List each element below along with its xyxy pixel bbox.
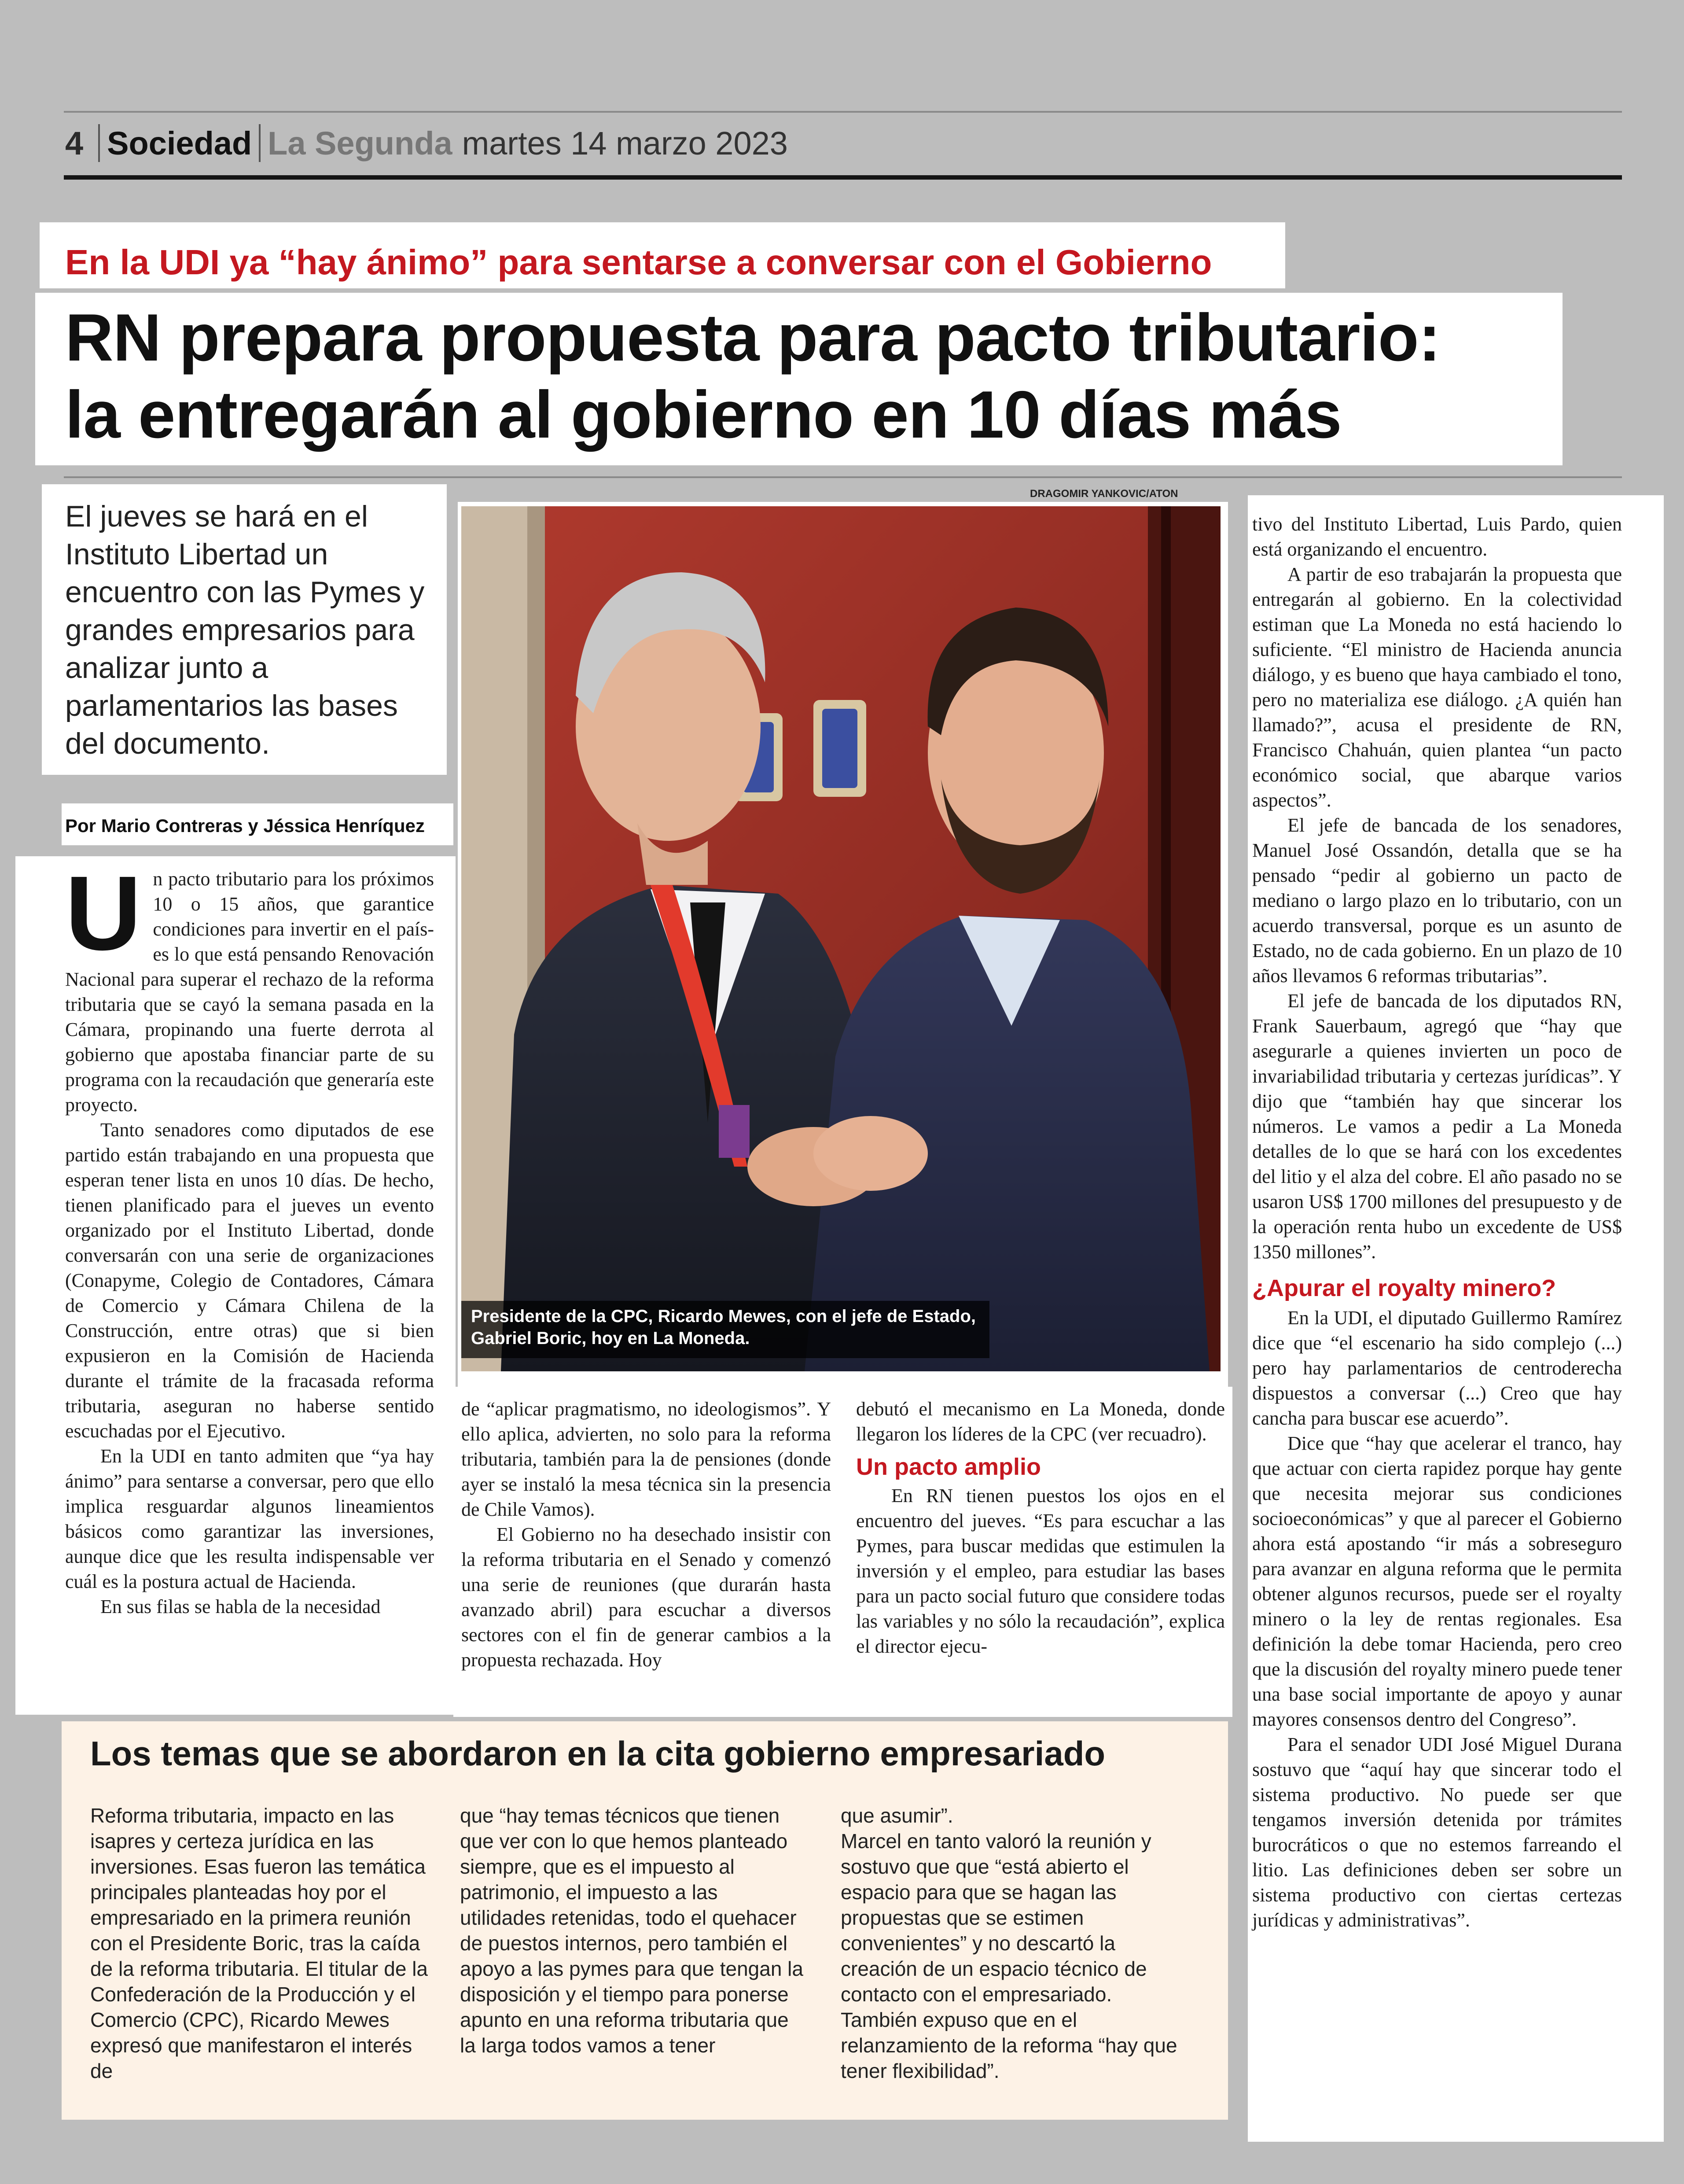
paragraph: En sus filas se habla de la necesidad: [100, 1596, 381, 1617]
paragraph: Tanto senadores como diputados de ese partido están trabajando en una propuesta que esperan tener lista en unos 10 días. De hecho, tienen planificado para el jueves un evento organizado por el Instituto Libertad, donde conversarán con una serie de organizaciones (Conapyme, Colegio de Contadores, Cámara de Comercio y Cámara Chilena de la Construcción, entre otras) que si bien expusieron en la Comisión de Hacienda durante el trámite de la fracasada reforma tributaria, aseguran no haberse sentido escuchadas por el Ejecutivo.: [65, 1119, 434, 1442]
box-paragraph: Reforma tributaria, impacto en las isapres y certeza jurídica en las inversiones. Esas fueron las temática principales planteadas hoy por el empresariado en la primera reunión con el Presidente Boric, tras la caída de la reforma tributaria. El titular de la Confederación de la Producción y el Comercio (CPC), Ricardo Mewes expresó que manifestaron el interés de: [90, 1804, 428, 2082]
sidebar-box-column-3: [841, 1803, 1184, 2084]
paragraph: Para el senador UDI José Miguel Durana sostuvo que “aquí hay que sincerar todo el sistema productivo. No puede ser que tengamos inversión detenida por trámites burocráticos o que no estemos farreando el litio. Las definiciones deben ser sobre un sistema productivo con ciertas certezas jurídicas y administrativas”.: [1252, 1734, 1622, 1931]
section-name: Sociedad: [107, 125, 252, 162]
paragraph: tivo del Instituto Libertad, Luis Pardo, quien está organizando el encuentro.: [1252, 513, 1622, 560]
kicker: En la UDI ya “hay ánimo” para sentarse a conversar con el Gobierno: [65, 243, 1212, 282]
paragraph: de “aplicar pragmatismo, no ideologismos”. Y ello aplica, advierten, no solo para la reforma tributaria, también para la de pensiones (donde ayer se instaló la mesa técnica sin la presencia de Chile Vamos).: [461, 1398, 831, 1520]
photo-illustration: [461, 506, 1221, 1371]
article-column-2: [461, 1396, 831, 1672]
header-rule-top: [64, 111, 1622, 113]
subheading: Un pacto amplio: [856, 1454, 1041, 1480]
header-divider: [98, 124, 100, 162]
headline-line-2: la entregarán al gobierno en 10 días más: [65, 377, 1342, 452]
paragraph: En RN tienen puestos los ojos en el encuentro del jueves. “Es para escuchar a las Pymes, para buscar medidas que estimulen la inversión y el empleo, para estudiar las bases para un pacto social futuro que considere todas las variables y no sólo la recaudación”, explica el director ejecu-: [856, 1485, 1225, 1657]
box-paragraph: que asumir”.: [841, 1804, 953, 1827]
publication-name: La Segunda: [268, 125, 452, 162]
photo-caption: Presidente de la CPC, Ricardo Mewes, con el jefe de Estado, Gabriel Boric, hoy en La Moneda.: [471, 1307, 976, 1348]
sidebar-box-column-2: [460, 1803, 803, 2058]
byline-prefix: Por: [65, 815, 96, 836]
paragraph: El jefe de bancada de los diputados RN, Frank Sauerbaum, agregó que “hay que asegurarle a quienes invierten un poco de invariabilidad tributaria y certezas jurídicas”. Y dijo que “también hay que sincerar los números. Le vamos a pedir a La Moneda detalles de lo que se hará con los excedentes del litio y el alza del cobre. El año pasado no se usaron US$ 1700 millones del presupuesto y de la operación renta hubo un excedente de US$ 1350 millones”.: [1252, 990, 1622, 1263]
subheading: ¿Apurar el royalty minero?: [1252, 1275, 1556, 1301]
article-column-1: [65, 854, 434, 1619]
headline-line-1: RN prepara propuesta para pacto tributario:: [65, 300, 1441, 375]
sidebar-box-column-1: [90, 1803, 434, 2084]
publication-date: martes 14 marzo 2023: [462, 125, 788, 162]
paragraph-text: n pacto tributario para los próximos 10 o 15 años, que garantice condiciones para invertir en el país- es lo que está pensando Renovación Nacional para superar el rechazo de la reforma tributaria que se cayó la semana pasada en la Cámara, propinando una fuerte derrota al gobierno que apostaba financiar parte de su programa con la recaudación que generaría este proyecto.: [65, 868, 434, 1116]
article-column-3: [856, 1396, 1225, 1659]
paragraph: Dice que “hay que acelerar el tranco, hay que actuar con cierta rapidez porque hay gente que necesita mejorar sus condiciones socioeconómicas” y que al parecer el Gobierno ahora está apostando “ir más a sobreseguro para avanzar en alguna reforma que le permita obtener algunos recursos, puede ser el royalty minero o la ley de rentas regionales. Esa definición la debe tomar Hacienda, pero creo que la discusión del royalty minero puede tener una base social importante de apoyo y aunar mayores consensos dentro del Congreso”.: [1252, 1433, 1622, 1730]
paragraph: En la UDI en tanto admiten que “ya hay ánimo” para sentarse a conversar, pero que ello implica resguardar algunos lineamientos básicos como garantizar las inversiones, aunque dice que les resulta indispensable ver cuál es la postura actual de Hacienda.: [65, 1445, 434, 1592]
paragraph: debutó el mecanismo en La Moneda, donde llegaron los líderes de la CPC (ver recuadro).: [856, 1398, 1225, 1445]
box-paragraph: Marcel en tanto valoró la reunión y sostuvo que que “está abierto el espacio para que se hagan las propuestas que se estimen convenientes” y no descartó la creación de un espacio técnico de contacto con el empresariado. También expuso que en el relanzamiento de la reforma “hay que tener flexibilidad”.: [841, 1830, 1177, 2082]
byline-authors: Mario Contreras y Jéssica Henríquez: [101, 815, 425, 836]
byline: [65, 815, 448, 836]
paragraph: [65, 854, 434, 1117]
title-rule: [64, 476, 1622, 478]
page-number: 4: [65, 125, 84, 162]
paragraph: En la UDI, el diputado Guillermo Ramírez dice que “el escenario ha sido complejo (...) pero hay parlamentarios de centroderecha dispuestos a conversar (...) Creo que hay cancha para buscar ese acuerdo”.: [1252, 1307, 1622, 1429]
photo: [461, 506, 1221, 1371]
drop-cap: U: [65, 854, 142, 972]
paragraph: A partir de eso trabajarán la propuesta que entregarán al gobierno. En la colectividad estiman que La Moneda no está haciendo lo suficiente. “El ministro de Hacienda anuncia diálogo, y es bueno que haya cambiado el tono, pero no materializa ese diálogo. ¿A quién han llamado?”, acusa el presidente de RN, Francisco Chahuán, quien plantea “un pacto económico social, que abarque varios aspectos”.: [1252, 563, 1622, 811]
paragraph: El jefe de bancada de los senadores, Manuel José Ossandón, detalla que se ha pensado “pedir al gobierno un pacto de mediano o largo plazo en lo tributario, con un acuerdo transversal, porque es un asunto de Estado, no de cada gobierno. En un plazo de 10 años llevamos 6 reformas tributarias”.: [1252, 814, 1622, 987]
deck: El jueves se hará en el Instituto Libertad un encuentro con las Pymes y grandes empresarios para analizar junto a parlamentarios las bases del documento.: [65, 500, 425, 760]
sidebar-box-title: Los temas que se abordaron en la cita gobierno empresariado: [90, 1734, 1105, 1773]
photo-credit: DRAGOMIR YANKOVIC/ATON: [1030, 488, 1178, 500]
article-column-4: [1252, 512, 1622, 1933]
box-paragraph: que “hay temas técnicos que tienen que ver con lo que hemos planteado siempre, que es el impuesto al patrimonio, el impuesto a las utilidades retenidas, todo el quehacer de puestos internos, pero también el apoyo a las pymes para que tengan la disposición y el tiempo para ponerse apunto en una reforma tributaria que la larga todos vamos a tener: [460, 1804, 803, 2057]
paragraph: El Gobierno no ha desechado insistir con la reforma tributaria en el Senado y comenzó una serie de reuniones (que durarán hasta avanzado abril) para escuchar a diversos sectores con el fin de generar cambios a la propuesta rechazada. Hoy: [461, 1524, 831, 1671]
page-header: [65, 117, 788, 169]
header-divider: [259, 124, 261, 162]
header-rule-bottom: [64, 175, 1622, 180]
